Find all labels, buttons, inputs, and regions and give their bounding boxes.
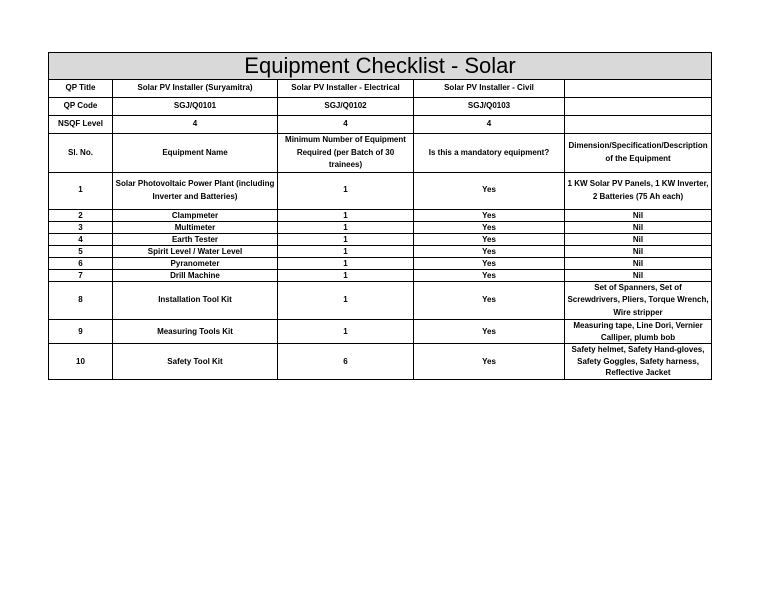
qp-code-row — [49, 98, 712, 116]
row-mandatory: Yes — [414, 172, 565, 209]
row-sl-no: 5 — [49, 245, 113, 257]
table-row — [49, 344, 712, 380]
row-specification: Measuring tape, Line Dori, Vernier Calliper, plumb bob — [565, 320, 712, 344]
table-row — [49, 281, 712, 320]
table-row — [49, 233, 712, 245]
row-min-number: 6 — [278, 344, 414, 380]
row-min-number: 1 — [278, 281, 414, 320]
nsqf-level-value: 4 — [113, 116, 278, 134]
row-mandatory: Yes — [414, 245, 565, 257]
nsqf-level-row — [49, 116, 712, 134]
row-mandatory: Yes — [414, 344, 565, 380]
row-equipment-name: Solar Photovoltaic Power Plant (including Inverter and Batteries) — [113, 172, 278, 209]
table-row — [49, 221, 712, 233]
row-min-number: 1 — [278, 320, 414, 344]
row-sl-no: 2 — [49, 209, 113, 221]
row-sl-no: 8 — [49, 281, 113, 320]
nsqf-level-label: NSQF Level — [49, 116, 113, 134]
row-min-number: 1 — [278, 221, 414, 233]
row-mandatory: Yes — [414, 320, 565, 344]
row-mandatory: Yes — [414, 221, 565, 233]
nsqf-level-value: 4 — [278, 116, 414, 134]
row-mandatory: Yes — [414, 281, 565, 320]
table-row — [49, 257, 712, 269]
table-row — [49, 245, 712, 257]
row-mandatory: Yes — [414, 209, 565, 221]
table-row — [49, 320, 712, 344]
row-sl-no: 4 — [49, 233, 113, 245]
nsqf-level-value: 4 — [414, 116, 565, 134]
row-min-number: 1 — [278, 269, 414, 281]
row-equipment-name: Earth Tester — [113, 233, 278, 245]
row-sl-no: 3 — [49, 221, 113, 233]
row-sl-no: 10 — [49, 344, 113, 380]
row-sl-no: 6 — [49, 257, 113, 269]
column-header-sl-no: Sl. No. — [49, 134, 113, 173]
sheet-title: Equipment Checklist - Solar — [49, 53, 712, 80]
row-equipment-name: Pyranometer — [113, 257, 278, 269]
column-header-row — [49, 134, 712, 173]
row-specification: Set of Spanners, Set of Screwdrivers, Pliers, Torque Wrench, Wire stripper — [565, 281, 712, 320]
title-row — [49, 53, 712, 80]
row-specification: 1 KW Solar PV Panels, 1 KW Inverter, 2 Batteries (75 Ah each) — [565, 172, 712, 209]
row-specification: Nil — [565, 209, 712, 221]
row-equipment-name: Spirit Level / Water Level — [113, 245, 278, 257]
row-equipment-name: Installation Tool Kit — [113, 281, 278, 320]
qp-title-label: QP Title — [49, 80, 113, 98]
qp-code-label: QP Code — [49, 98, 113, 116]
row-specification: Safety helmet, Safety Hand-gloves, Safety Goggles, Safety harness, Reflective Jacket — [565, 344, 712, 380]
empty-cell — [565, 98, 712, 116]
row-mandatory: Yes — [414, 233, 565, 245]
table-row — [49, 269, 712, 281]
row-specification: Nil — [565, 221, 712, 233]
row-equipment-name: Measuring Tools Kit — [113, 320, 278, 344]
qp-title-row — [49, 80, 712, 98]
row-specification: Nil — [565, 257, 712, 269]
qp-code-value: SGJ/Q0101 — [113, 98, 278, 116]
row-sl-no: 7 — [49, 269, 113, 281]
row-specification: Nil — [565, 269, 712, 281]
qp-title-value: Solar PV Installer (Suryamitra) — [113, 80, 278, 98]
row-equipment-name: Multimeter — [113, 221, 278, 233]
row-sl-no: 1 — [49, 172, 113, 209]
row-specification: Nil — [565, 233, 712, 245]
row-min-number: 1 — [278, 245, 414, 257]
row-mandatory: Yes — [414, 257, 565, 269]
row-equipment-name: Clampmeter — [113, 209, 278, 221]
qp-title-value: Solar PV Installer - Electrical — [278, 80, 414, 98]
row-equipment-name: Drill Machine — [113, 269, 278, 281]
row-equipment-name: Safety Tool Kit — [113, 344, 278, 380]
empty-cell — [565, 80, 712, 98]
table-row — [49, 209, 712, 221]
row-mandatory: Yes — [414, 269, 565, 281]
row-min-number: 1 — [278, 209, 414, 221]
table-row — [49, 172, 712, 209]
row-specification: Nil — [565, 245, 712, 257]
qp-title-value: Solar PV Installer - Civil — [414, 80, 565, 98]
column-header-min-number: Minimum Number of Equipment Required (per Batch of 30 trainees) — [278, 134, 414, 173]
row-min-number: 1 — [278, 233, 414, 245]
equipment-checklist-table — [48, 52, 712, 380]
qp-code-value: SGJ/Q0103 — [414, 98, 565, 116]
row-sl-no: 9 — [49, 320, 113, 344]
column-header-mandatory: Is this a mandatory equipment? — [414, 134, 565, 173]
column-header-equipment-name: Equipment Name — [113, 134, 278, 173]
column-header-dimension: Dimension/Specification/Description of the Equipment — [565, 134, 712, 173]
row-min-number: 1 — [278, 172, 414, 209]
row-min-number: 1 — [278, 257, 414, 269]
empty-cell — [565, 116, 712, 134]
qp-code-value: SGJ/Q0102 — [278, 98, 414, 116]
